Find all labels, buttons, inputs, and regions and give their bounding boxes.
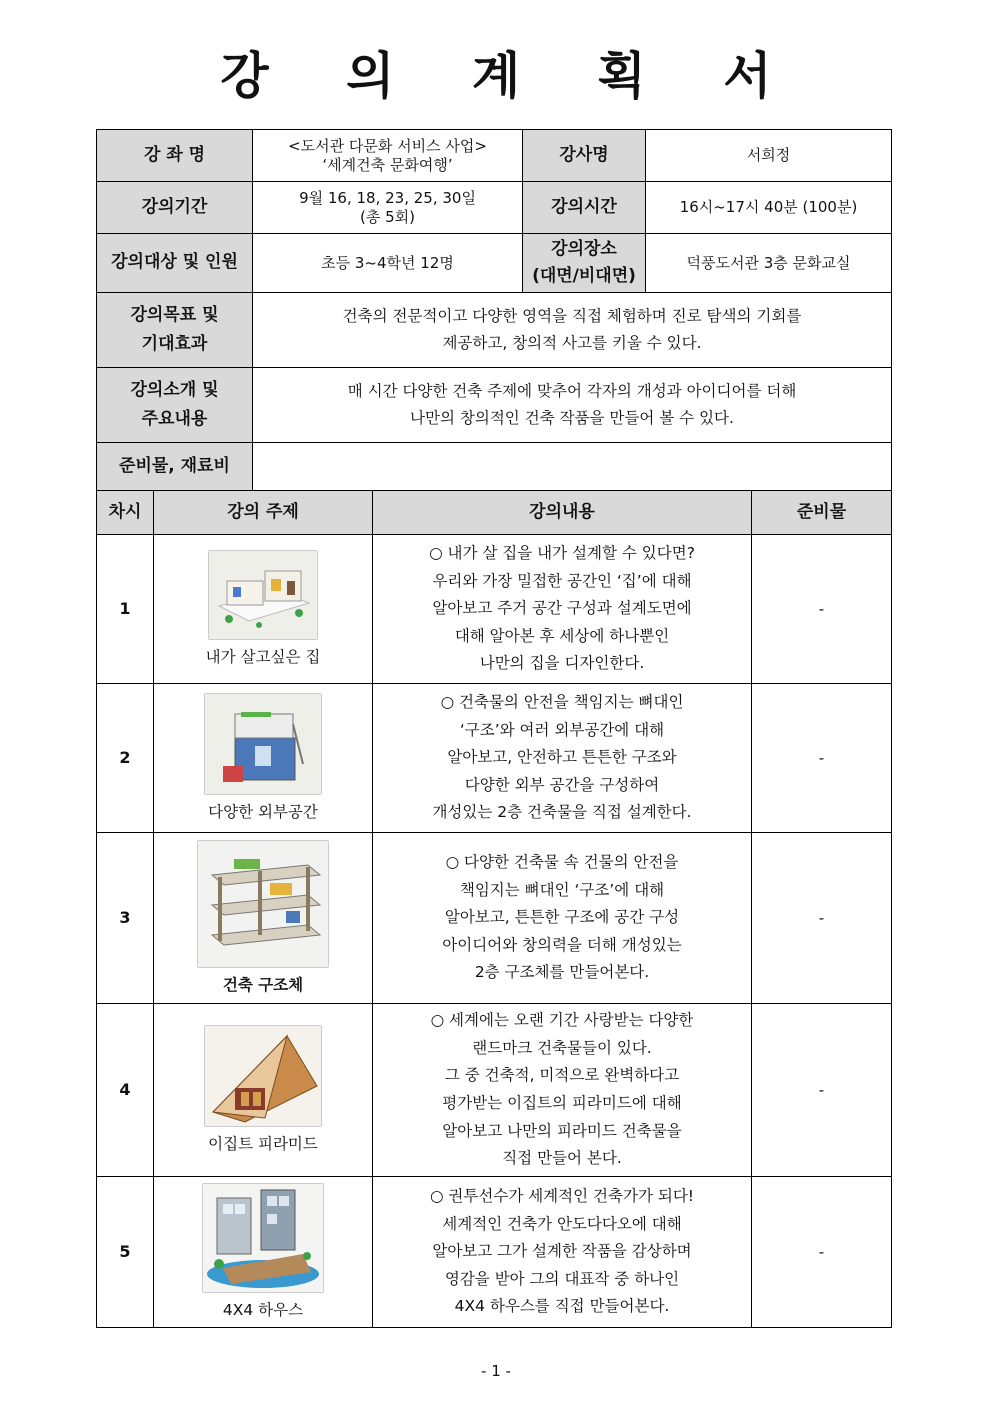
session-number: 5 [97, 1177, 154, 1328]
goal-label-line1: 강의목표 및 [130, 305, 219, 326]
page-number: - 1 - [481, 1362, 511, 1380]
session-number: 1 [97, 535, 154, 684]
content-line: 2층 구조체를 만들어본다. [474, 963, 650, 982]
course-name-line1: <도서관 다문화 서비스 사업> [288, 136, 487, 155]
info-row-course [97, 130, 892, 182]
intro-label-line1: 강의소개 및 [130, 380, 219, 401]
session-number: 2 [97, 684, 154, 833]
target-label: 강의대상 및 인원 [97, 234, 253, 293]
content-line: ○ 건축물의 안전을 책임지는 뼈대인 [440, 693, 684, 712]
pyramid-model-photo [204, 1025, 322, 1127]
table-row [97, 833, 892, 1004]
topic-cell [154, 535, 373, 684]
intro-line1: 매 시간 다양한 건축 주제에 맞추어 각자의 개성과 아이디어를 더해 [347, 381, 797, 400]
goal-line1: 건축의 전문적이고 다양한 영역을 직접 체험하며 진로 탐색의 기회를 [342, 306, 802, 325]
content-line: 개성있는 2층 건축물을 직접 설계한다. [432, 803, 692, 822]
schedule-header-row [97, 491, 892, 535]
house-model-photo [208, 550, 318, 640]
topic-cell [154, 1004, 373, 1177]
topic-title: 내가 살고싶은 집 [205, 648, 321, 667]
content-cell [373, 535, 752, 684]
content-line: 다양한 외부 공간을 구성하여 [464, 775, 660, 794]
course-label: 강 좌 명 [97, 130, 253, 182]
content-line: ○ 세계에는 오랜 기간 사랑받는 다양한 [430, 1011, 694, 1030]
content-line: 나만의 집을 디자인한다. [479, 654, 645, 673]
intro-label-line2: 주요내용 [141, 409, 208, 429]
topic-title: 다양한 외부공간 [208, 803, 318, 822]
header-content: 강의내용 [373, 491, 752, 535]
content-line: 우리와 가장 밀접한 공간인 ‘집’에 대해 [432, 571, 692, 590]
table-row [97, 1177, 892, 1328]
intro-line2: 나만의 창의적인 건축 작품을 만들어 볼 수 있다. [410, 409, 734, 427]
content-cell [373, 1004, 752, 1177]
content-line: 알아보고 나만의 피라미드 건축물을 [442, 1121, 682, 1140]
schedule-table [96, 490, 892, 1328]
table-row [97, 1004, 892, 1177]
topic-cell [154, 833, 373, 1004]
content-line: 평가받는 이집트의 피라미드에 대해 [442, 1094, 682, 1112]
target-value: 초등 3~4학년 12명 [253, 234, 523, 293]
period-line1: 9월 16, 18, 23, 25, 30일 [299, 188, 476, 207]
content-line: 알아보고 그가 설계한 작품을 감상하며 [432, 1242, 692, 1261]
info-table [96, 129, 892, 491]
materials-cell: - [752, 833, 892, 1004]
content-line: 대해 알아본 후 세상에 하나뿐인 [454, 626, 670, 645]
content-line: ○ 다양한 건축물 속 건물의 안전을 [445, 853, 679, 872]
content-line: 직접 만들어 본다. [502, 1149, 622, 1168]
period-label: 강의기간 [97, 182, 253, 234]
intro-value [253, 368, 892, 443]
topic-title: 이집트 피라미드 [208, 1135, 318, 1154]
materials-value [253, 443, 892, 491]
materials-cell: - [752, 535, 892, 684]
two-story-model-photo [204, 693, 322, 795]
materials-cell: - [752, 1177, 892, 1328]
content-line: 그 중 건축적, 미적으로 완벽하다고 [444, 1066, 680, 1085]
4x4-house-model-photo [202, 1183, 324, 1293]
topic-cell [154, 1177, 373, 1328]
info-row-goal [97, 293, 892, 368]
topic-title: 4X4 하우스 [222, 1301, 304, 1320]
materials-label: 준비물, 재료비 [97, 443, 253, 491]
header-materials: 준비물 [752, 491, 892, 535]
content-line: 4X4 하우스를 직접 만들어본다. [454, 1297, 670, 1316]
goal-label [97, 293, 253, 368]
instructor-name: 서희정 [646, 130, 892, 182]
goal-label-line2: 기대효과 [141, 334, 208, 354]
structure-model-photo [197, 840, 329, 968]
content-cell [373, 684, 752, 833]
info-row-intro [97, 368, 892, 443]
goal-value [253, 293, 892, 368]
info-row-materials [97, 443, 892, 491]
content-line: 세계적인 건축가 안도다다오에 대해 [442, 1214, 682, 1233]
session-number: 3 [97, 833, 154, 1004]
content-line: 알아보고 주거 공간 구성과 설계도면에 [432, 599, 692, 618]
content-line: 아이디어와 창의력을 더해 개성있는 [442, 935, 682, 954]
content-line: 영감을 받아 그의 대표작 중 하나인 [444, 1269, 680, 1288]
place-label-line2: (대면/비대면) [532, 266, 636, 286]
session-number: 4 [97, 1004, 154, 1177]
period-value [253, 182, 523, 234]
content-line: ○ 권투선수가 세계적인 건축가가 되다! [429, 1187, 695, 1206]
intro-label [97, 368, 253, 443]
content-cell [373, 833, 752, 1004]
document-title: 강 의 계 획 서 [220, 47, 802, 105]
content-cell [373, 1177, 752, 1328]
table-row [97, 535, 892, 684]
info-row-target [97, 234, 892, 293]
table-row [97, 684, 892, 833]
time-value: 16시~17시 40분 (100분) [646, 182, 892, 234]
place-value: 덕풍도서관 3층 문화교실 [646, 234, 892, 293]
time-label: 강의시간 [523, 182, 646, 234]
content-line: 랜드마크 건축물들이 있다. [472, 1038, 652, 1057]
header-session: 차시 [97, 491, 154, 535]
materials-cell: - [752, 684, 892, 833]
materials-cell: - [752, 1004, 892, 1177]
content-line: ‘구조’와 여러 외부공간에 대해 [459, 720, 665, 739]
course-name [253, 130, 523, 182]
period-line2: (총 5회) [360, 207, 415, 226]
topic-title: 건축 구조체 [222, 976, 304, 995]
content-line: 책임지는 뼈대인 ‘구조’에 대해 [459, 880, 665, 899]
goal-line2: 제공하고, 창의적 사고를 키울 수 있다. [442, 334, 702, 352]
content-line: 알아보고, 튼튼한 구조에 공간 구성 [444, 908, 680, 927]
course-name-line2: ‘세계건축 문화여행’ [322, 155, 453, 174]
content-line: 알아보고, 안전하고 튼튼한 구조와 [447, 748, 677, 767]
topic-cell [154, 684, 373, 833]
instructor-label: 강사명 [523, 130, 646, 182]
place-label [523, 234, 646, 293]
header-topic: 강의 주제 [154, 491, 373, 535]
content-line: ○ 내가 살 집을 내가 설계할 수 있다면? [429, 544, 695, 563]
info-row-period [97, 182, 892, 234]
place-label-line1: 강의장소 [551, 238, 617, 259]
